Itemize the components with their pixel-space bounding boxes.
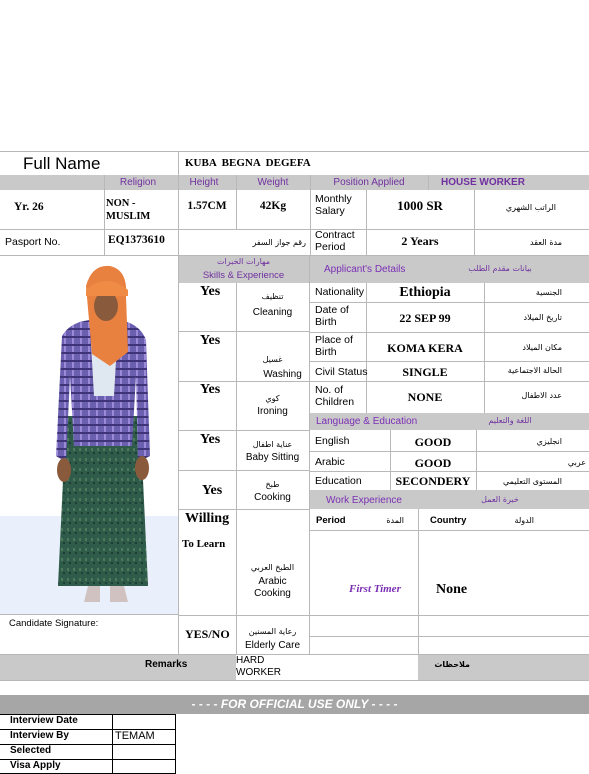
skill-washing-arabic: غسيل — [262, 355, 283, 364]
remarks-value: HARD WORKER — [236, 655, 281, 678]
english-label: English — [315, 435, 350, 447]
skill-arabic-cooking-answer: Willing — [185, 511, 230, 526]
pob-value: KOMA KERA — [387, 341, 463, 355]
weight-header: Weight — [257, 177, 289, 188]
skill-cooking-label: Cooking — [254, 492, 291, 503]
country-label: Country — [430, 515, 467, 526]
pob-label: Place of Birth — [315, 334, 353, 358]
nationality-label: Nationality — [315, 286, 365, 298]
skill-arabic-cooking-label: Arabic Cooking — [254, 576, 291, 599]
country-arabic: الدولة — [514, 516, 534, 525]
applicant-details-header-arabic: بيانات مقدم الطلب — [468, 264, 532, 273]
salary-arabic: الراتب الشهري — [505, 203, 556, 212]
language-header: Language & Education — [316, 416, 418, 427]
arabic-arabic: عربي — [567, 458, 586, 467]
height-value: 1.57CM — [187, 200, 227, 212]
candidate-signature-label: Candidate Signature: — [9, 618, 99, 629]
skill-cleaning-answer: Yes — [200, 284, 221, 299]
children-value: NONE — [407, 390, 443, 404]
passport-value: EQ1373610 — [108, 234, 165, 246]
english-value: GOOD — [414, 435, 452, 449]
skill-washing-label: Washing — [263, 369, 302, 380]
first-timer-value: First Timer — [349, 583, 401, 595]
salary-value: 1000 SR — [397, 198, 443, 213]
children-arabic: عدد الاطفال — [521, 391, 562, 400]
contract-arabic: مدة العقد — [530, 238, 562, 247]
remarks-arabic: ملاحظات — [434, 660, 470, 669]
skill-washing-answer: Yes — [200, 333, 221, 348]
passport-arabic: رقم جواز السفر — [252, 238, 306, 247]
skill-baby-sitting-label: Baby Sitting — [245, 452, 300, 463]
passport-label: Pasport No. — [5, 236, 61, 248]
skill-arabic-cooking-arabic: الطبخ العربي — [250, 563, 295, 572]
skill-baby-sitting-arabic: عناية اطفال — [252, 440, 293, 449]
skill-cooking-answer: Yes — [202, 483, 223, 498]
education-value: SECONDERY — [395, 474, 471, 488]
religion-header: Religion — [119, 177, 157, 188]
skill-elderly-care-label: Elderly Care — [244, 640, 301, 651]
civil-status-value: SINGLE — [402, 365, 448, 379]
education-label: Education — [315, 475, 362, 487]
civil-status-label: Civil Status — [315, 366, 368, 378]
skill-arabic-cooking-answer-2: To Learn — [182, 538, 226, 550]
skill-cooking-arabic: طبخ — [265, 480, 280, 489]
skill-ironing-label: Ironing — [257, 406, 288, 417]
country-value: None — [436, 582, 468, 597]
skill-elderly-care-arabic: رعاية المسنين — [248, 627, 297, 636]
work-experience-header-arabic: خبرة العمل — [481, 495, 519, 504]
period-label: Period — [316, 515, 346, 526]
arabic-label: Arabic — [315, 456, 345, 468]
interview-by-label: Interview By — [10, 730, 69, 741]
english-arabic: انجليزي — [536, 437, 562, 446]
applicant-photo-full — [0, 256, 178, 614]
education-arabic: المستوى التعليمي — [502, 477, 562, 486]
language-header-arabic: اللغة والتعليم — [488, 416, 532, 425]
age-value: Yr. 26 — [14, 201, 44, 213]
dob-label: Date of Birth — [315, 304, 349, 328]
official-use-banner: - - - - FOR OFFICIAL USE ONLY - - - - — [191, 697, 398, 711]
skill-ironing-arabic: كوي — [265, 394, 280, 403]
skills-header: Skills & Experience — [202, 270, 285, 281]
position-value: HOUSE WORKER — [441, 177, 525, 188]
weight-value: 42Kg — [259, 200, 287, 212]
nationality-arabic: الجنسية — [535, 288, 562, 297]
full-name-value: KUBA BEGNA DEGEFA — [185, 157, 311, 169]
skill-elderly-care-answer: YES/NO — [185, 627, 230, 641]
skill-ironing-answer: Yes — [200, 382, 221, 397]
skills-header-arabic: مهارات الخبرات — [217, 257, 270, 266]
applicant-details-header: Applicant's Details — [324, 264, 406, 275]
period-arabic: المدة — [386, 516, 404, 525]
contract-value: 2 Years — [401, 234, 439, 248]
skill-cleaning-label: Cleaning — [252, 307, 293, 318]
height-header: Height — [189, 177, 219, 188]
position-applied-header: Position Applied — [333, 177, 405, 188]
work-experience-header: Work Experience — [326, 495, 402, 506]
remarks-label: Remarks — [145, 659, 188, 670]
skill-cleaning-arabic: تنظيف — [261, 292, 284, 301]
full-name-label: Full Name — [23, 154, 101, 173]
nationality-value: Ethiopia — [399, 285, 451, 300]
dob-arabic: تاريخ الميلاد — [523, 313, 562, 322]
civil-status-arabic: الحالة الاجتماعية — [507, 366, 562, 375]
visa-apply-label: Visa Apply — [10, 760, 61, 771]
pob-arabic: مكان الميلاد — [522, 343, 562, 352]
salary-label: Monthly Salary — [315, 193, 352, 217]
selected-label: Selected — [10, 745, 52, 756]
skill-baby-sitting-answer: Yes — [200, 432, 221, 447]
arabic-value: GOOD — [414, 456, 452, 470]
religion-value: NON - MUSLIM — [106, 198, 151, 222]
children-label: No. of Children — [315, 384, 355, 408]
contract-label: Contract Period — [315, 229, 355, 253]
interview-by-value[interactable]: TEMAM — [115, 730, 155, 742]
dob-value: 22 SEP 99 — [399, 311, 451, 325]
interview-date-label: Interview Date — [10, 715, 78, 726]
